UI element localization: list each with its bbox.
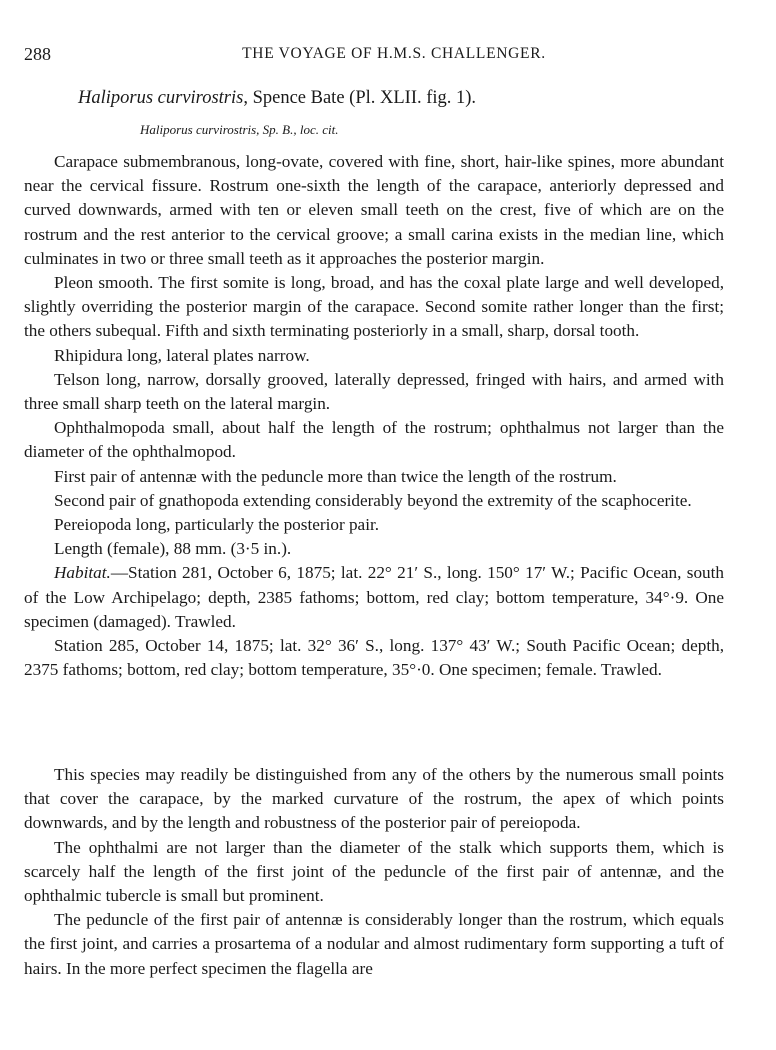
paragraph-telson: Telson long, narrow, dorsally grooved, laterally depressed, fringed with hairs, and armed with three small sharp teeth on the lateral margin. [24, 369, 724, 414]
species-name: Haliporus curvirostris [78, 88, 244, 108]
running-title: THE VOYAGE OF H.M.S. CHALLENGER. [242, 45, 546, 62]
paragraph-carapace: Carapace submembranous, long-ovate, covered with fine, short, hair-like spines, more abundant near the cervical fissure. Rostrum one-sixth the length of the carapace, anteriorly depressed and curved downwards, armed with ten or eleven small teeth on the crest, five of which are on the rostrum and the rest anterior to the cervical groove; a small carina exists in the median line, which culminates in two or three small teeth as it approaches the posterior margin. [24, 152, 724, 268]
page-header [24, 44, 724, 72]
description-block [24, 150, 724, 682]
species-heading [78, 88, 476, 109]
page-number: 288 [24, 44, 51, 64]
paragraph-habitat [24, 561, 724, 634]
paragraph-ophthalmi: The ophthalmi are not larger than the diameter of the stalk which supports them, which is scarcely half the length of the first joint of the peduncle of the first pair of antennæ, and the ophthalmic tubercle is small but prominent. [24, 837, 724, 906]
paragraph-ophthalmopoda: Ophthalmopoda small, about half the length of the rostrum; ophthalmus not larger than the diameter of the ophthalmopod. [24, 418, 724, 462]
paragraph-antennae: First pair of antennæ with the peduncle more than twice the length of the rostrum. [54, 466, 617, 486]
habitat-label: Habitat. [54, 563, 111, 583]
paragraph-distinguish: This species may readily be distinguished from any of the others by the numerous small points that cover the carapace, by the marked curvature of the rostrum, the apex of which points downwards, and by the length and robustness of the posterior pair of pereiopoda. [24, 765, 724, 833]
paragraph-pleon: Pleon smooth. The first somite is long, broad, and has the coxal plate large and well developed, slightly overriding the posterior margin of the carapace. Second somite rather longer than the first; the others subequal. Fifth and sixth terminating posteriorly in a small, sharp, dorsal tooth. [24, 273, 724, 341]
discussion-block [24, 763, 724, 981]
synonym-line: Haliporus curvirostris, Sp. B., loc. cit. [140, 122, 339, 137]
species-authority: , Spence Bate (Pl. XLII. fig. 1). [243, 88, 477, 108]
paragraph-gnathopoda: Second pair of gnathopoda extending considerably beyond the extremity of the scaphocerite. [54, 490, 692, 510]
paragraph-rhipidura: Rhipidura long, lateral plates narrow. [54, 345, 310, 365]
paragraph-peduncle: The peduncle of the first pair of antennæ is considerably longer than the rostrum, which equals the first joint, and carries a prosartema of a nodular and almost rudimentary form supporting a tuft of hairs. In the more perfect specimen the flagella are [24, 910, 724, 978]
paragraph-length: Length (female), 88 mm. (3·5 in.). [54, 539, 292, 559]
paragraph-station-285: Station 285, October 14, 1875; lat. 32° 36′ S., long. 137° 43′ W.; South Pacific Ocean; depth, 2375 fathoms; bottom, red clay; bottom temperature, 35°·0. One specimen; female. Trawled. [24, 636, 724, 680]
paragraph-pereiopoda: Pereiopoda long, particularly the posterior pair. [54, 515, 380, 535]
habitat-station-281: —Station 281, October 6, 1875; lat. 22° 21′ S., long. 150° 17′ W.; Pacific Ocean, south of the Low Archipelago; depth, 2385 fathoms; bottom, red clay; bottom temperature, 34°·9. One specimen (damaged). Trawled. [24, 563, 724, 631]
